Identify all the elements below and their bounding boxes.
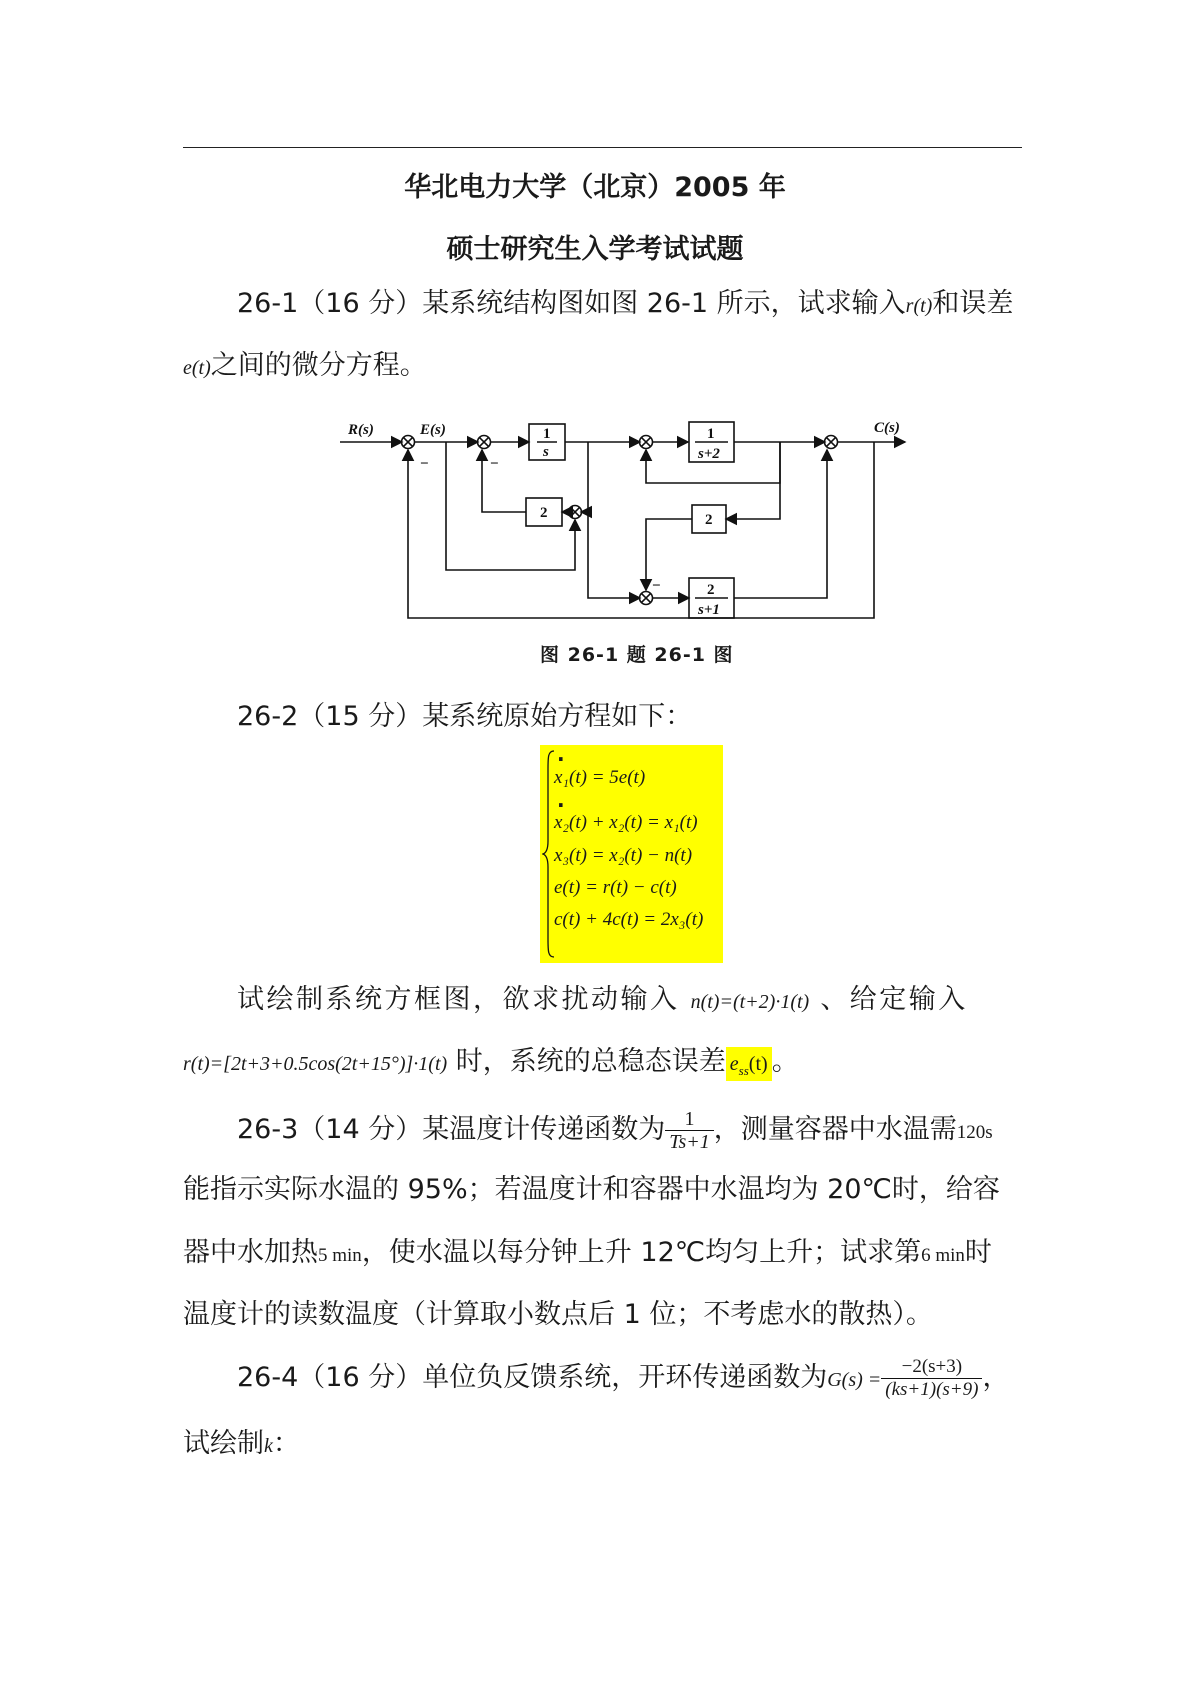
derivative-dot-1: · bbox=[557, 747, 565, 771]
q4-fraction bbox=[881, 1356, 982, 1401]
label-C: C(s) bbox=[874, 420, 900, 436]
q2-ess: e bbox=[729, 1053, 739, 1075]
b3-label: 2 bbox=[540, 505, 548, 521]
minus-sign-1: − bbox=[420, 456, 429, 472]
q3-line2: 能指示实际水温的 95%；若温度计和容器中水温均为 20℃时，给容 bbox=[183, 1174, 1000, 1205]
wire-b3-feedback bbox=[482, 450, 526, 512]
block-diagram bbox=[340, 418, 920, 636]
q2-line3 bbox=[183, 1045, 799, 1087]
q2-math-r: r(t)=[2t+3+0.5cos(2t+15°)]·1(t) bbox=[183, 1053, 448, 1075]
q2-line3-end: 。 bbox=[771, 1046, 799, 1077]
q4-line1 bbox=[237, 1356, 1009, 1401]
q2-line3-text: 时，系统的总稳态误差 bbox=[455, 1046, 726, 1077]
label-E: E(s) bbox=[420, 422, 446, 438]
minus-sign-2: − bbox=[490, 456, 499, 472]
q2-math-n: n(t)=(t+2)·1(t) bbox=[690, 991, 810, 1013]
q4-line1-text: 26-4（16 分）单位负反馈系统，开环传递函数为 bbox=[237, 1362, 828, 1393]
q4-lhs: G(s) = bbox=[827, 1369, 882, 1391]
label-R: R(s) bbox=[348, 422, 374, 438]
q3-frac-den: Ts+1 bbox=[669, 1131, 710, 1153]
q3-frac-num: 1 bbox=[665, 1108, 714, 1131]
q3-line1 bbox=[237, 1108, 993, 1153]
exam-title-line2: 硕士研究生入学考试试题 bbox=[446, 234, 744, 265]
sum-junction-4 bbox=[569, 506, 582, 519]
wire-to-sum4 bbox=[581, 442, 588, 512]
exam-title-line1: 华北电力大学（北京）2005 年 bbox=[404, 172, 786, 203]
figure-caption: 图 26-1 题 26-1 图 bbox=[540, 644, 734, 666]
q2-line2-tail: 、给定输入 bbox=[820, 984, 968, 1015]
sum-junction-6 bbox=[640, 592, 653, 605]
q3-line1-tail: ，测量容器中水温需 bbox=[713, 1114, 957, 1145]
b1-den: s bbox=[543, 444, 549, 460]
q3-line3-a: 器中水加热 bbox=[183, 1237, 318, 1268]
wire-e-to-sum4 bbox=[446, 442, 575, 570]
b4-label: 2 bbox=[705, 512, 713, 528]
q4-line1-tail: ， bbox=[982, 1362, 1010, 1393]
q3-line1-text: 26-3（14 分）某温度计传递函数为 bbox=[237, 1114, 666, 1145]
q3-unit-6min: 6 min bbox=[921, 1245, 965, 1266]
sum-junction-5 bbox=[825, 436, 838, 449]
sum-junction-3 bbox=[640, 436, 653, 449]
b1-num: 1 bbox=[543, 426, 551, 442]
q2-line1: 26-2（15 分）某系统原始方程如下： bbox=[237, 701, 693, 732]
q4-line2 bbox=[183, 1427, 300, 1463]
q3-unit-5min: 5 min bbox=[318, 1245, 362, 1266]
wire-outer-feedback bbox=[408, 442, 874, 618]
q4-math-k: k bbox=[264, 1435, 273, 1457]
q3-line4: 温度计的读数温度（计算取小数点后 1 位；不考虑水的散热）。 bbox=[183, 1299, 933, 1330]
q2-ess-sub: ss bbox=[738, 1063, 749, 1078]
equation-3: x₃(t) = x₂(t) − n(t) bbox=[554, 845, 693, 866]
minus-sign-3: − bbox=[652, 578, 661, 594]
sum-junction-1 bbox=[402, 436, 415, 449]
q2-line2 bbox=[237, 983, 968, 1019]
q4-frac-den: (ks+1)(s+9) bbox=[885, 1379, 979, 1400]
b2-num: 1 bbox=[707, 426, 715, 442]
q1-line1-text: 26-1（16 分）某系统结构图如图 26-1 所示，试求输入 bbox=[237, 288, 906, 319]
wire-to-sum6 bbox=[588, 512, 640, 598]
q3-line3-c: 时 bbox=[964, 1237, 992, 1268]
q1-math-r: r(t) bbox=[905, 295, 933, 317]
q3-line3 bbox=[183, 1236, 992, 1272]
q3-fraction bbox=[665, 1108, 714, 1153]
q3-unit-120s: 120s bbox=[956, 1122, 993, 1143]
equation-4: e(t) = r(t) − c(t) bbox=[554, 877, 677, 898]
header-rule bbox=[183, 147, 1022, 148]
q3-line3-b: ，使水温以每分钟上升 12℃均匀上升；试求第 bbox=[361, 1237, 922, 1268]
b5-den: s+1 bbox=[698, 602, 720, 618]
equation-1: x₁(t) = 5e(t) bbox=[554, 767, 646, 788]
q4-line2-text: 试绘制 bbox=[183, 1428, 264, 1459]
q2-line2-text: 试绘制系统方框图，欲求扰动输入 bbox=[237, 984, 680, 1015]
b2-den: s+2 bbox=[698, 446, 720, 462]
q1-line1-tail: 和误差 bbox=[932, 288, 1014, 319]
q4-frac-num: −2(s+3) bbox=[881, 1356, 982, 1379]
q2-ess-highlight bbox=[726, 1047, 772, 1081]
q1-line2-text: 之间的微分方程。 bbox=[210, 350, 427, 381]
q2-ess-arg: (t) bbox=[748, 1053, 768, 1075]
q1-math-e: e(t) bbox=[183, 357, 211, 379]
sum-junction-2 bbox=[478, 436, 491, 449]
b5-num: 2 bbox=[707, 582, 715, 598]
equation-system-box bbox=[540, 745, 723, 963]
q4-line2-tail: ： bbox=[272, 1428, 300, 1459]
derivative-dot-2: · bbox=[557, 793, 565, 817]
q1-line2 bbox=[183, 349, 427, 385]
equation-5: c(t) + 4c(t) = 2x₃(t) bbox=[554, 909, 704, 930]
equation-2: x₂(t) + x₂(t) = x₁(t) bbox=[554, 812, 698, 833]
q1-line1 bbox=[237, 287, 1013, 323]
